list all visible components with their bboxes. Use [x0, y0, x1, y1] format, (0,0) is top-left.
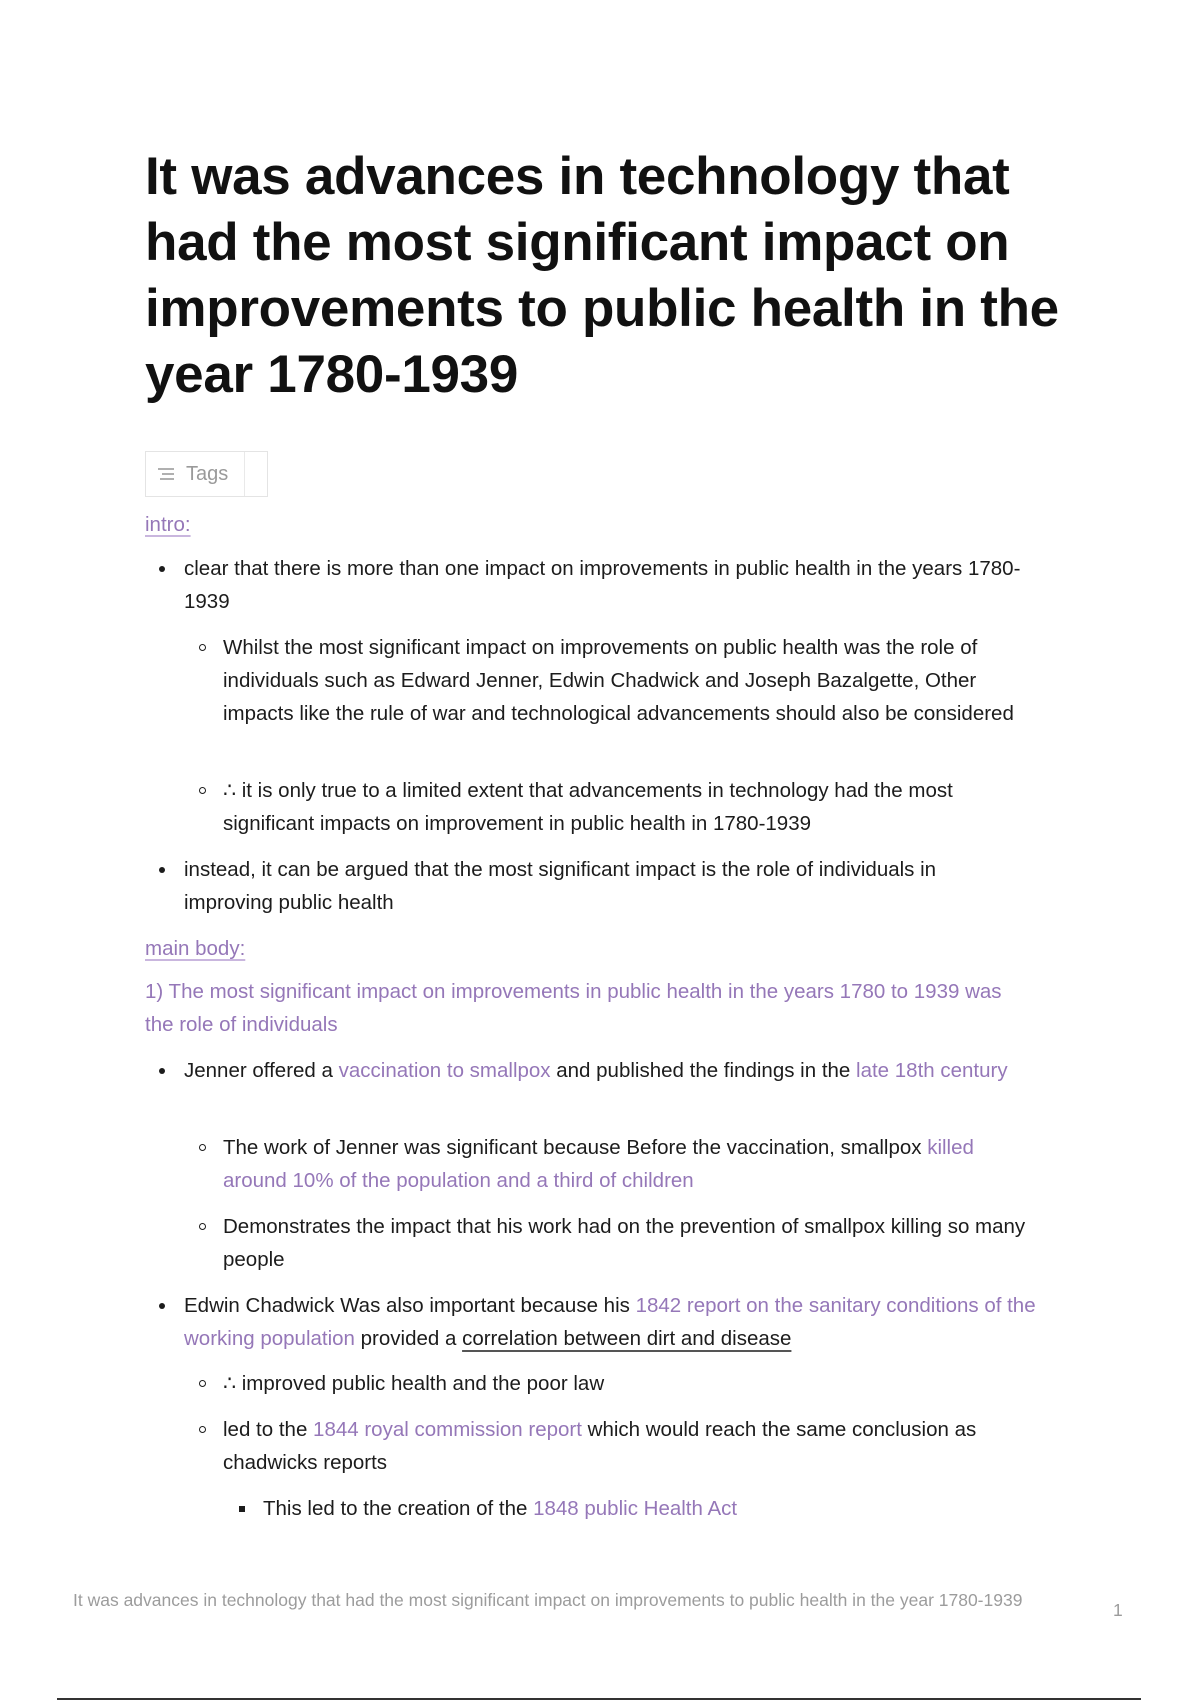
main-body-heading[interactable]: main body: [145, 937, 246, 960]
page-footer: It was advances in technology that had the most significant impact on improvements to public health in the year 1780-1939 [73, 1590, 1023, 1610]
highlight-text: 1844 royal commission report [313, 1418, 582, 1441]
list-item-text: clear that there is more than one impact on improvements in public health in the years 1780-1939 [184, 557, 1021, 613]
list-item [184, 552, 1024, 618]
list-item [263, 1492, 1043, 1525]
text-run: Jenner offered a [184, 1059, 339, 1082]
intro-heading[interactable]: intro: [145, 513, 191, 536]
list-item [223, 1131, 1043, 1197]
highlight-text: late 18th century [856, 1059, 1008, 1082]
list-item-text: Whilst the most significant impact on improvements on public health was the role of individuals such as Edward Jenner, Edwin Chadwick and Joseph Bazalgette, Other impacts like the rule of war and technological advancements should also be considered [223, 636, 1014, 725]
page-title: It was advances in technology that had the most significant impact on improvements to public health in the year 1780-1939 [145, 147, 1059, 404]
tags-divider [244, 452, 245, 496]
text-run: Edwin Chadwick Was also important because his [184, 1294, 636, 1317]
highlight-text: killed around 10% of the population and a third of children [223, 1136, 974, 1192]
page-number: 1 [1113, 1600, 1123, 1620]
list-item-text: ∴ improved public health and the poor law [223, 1372, 605, 1395]
list-item [184, 1054, 1044, 1087]
list-item [184, 853, 1024, 919]
list-item [223, 1210, 1043, 1276]
list-item [184, 1289, 1064, 1355]
text-run: The work of Jenner was significant because Before the vaccination, smallpox [223, 1136, 928, 1159]
list-item [223, 774, 1028, 840]
text-run: which would reach the same conclusion as chadwicks reports [223, 1418, 977, 1474]
text-run: This led to the creation of the [263, 1497, 534, 1520]
list-item [223, 631, 1028, 730]
underlined-text: correlation between dirt and disease [462, 1327, 792, 1350]
tags-label: Tags [186, 462, 229, 485]
highlight-text: vaccination to smallpox [338, 1059, 551, 1082]
list-item-text: Demonstrates the impact that his work had on the prevention of smallpox killing so many people [223, 1215, 1026, 1271]
text-run: led to the [223, 1418, 314, 1441]
text-run: provided a [354, 1327, 463, 1350]
highlight-text: 1842 report on the sanitary conditions of the working population [184, 1294, 1036, 1350]
list-item [223, 1367, 1043, 1400]
tags-property[interactable] [145, 451, 268, 497]
list-item-text: ∴ it is only true to a limited extent that advancements in technology had the most significant impacts on improvement in public health in 1780-1939 [223, 779, 953, 835]
list-item-text: instead, it can be argued that the most significant impact is the role of individuals in improving public health [184, 858, 937, 914]
list-icon [158, 465, 174, 483]
highlight-text: 1848 public Health Act [533, 1497, 738, 1520]
list-item [223, 1413, 1043, 1479]
text-run: and published the findings in the [550, 1059, 857, 1082]
point-heading: 1) The most significant impact on improvements in public health in the years 1780 to 1939 was the role of individuals [145, 980, 1002, 1036]
